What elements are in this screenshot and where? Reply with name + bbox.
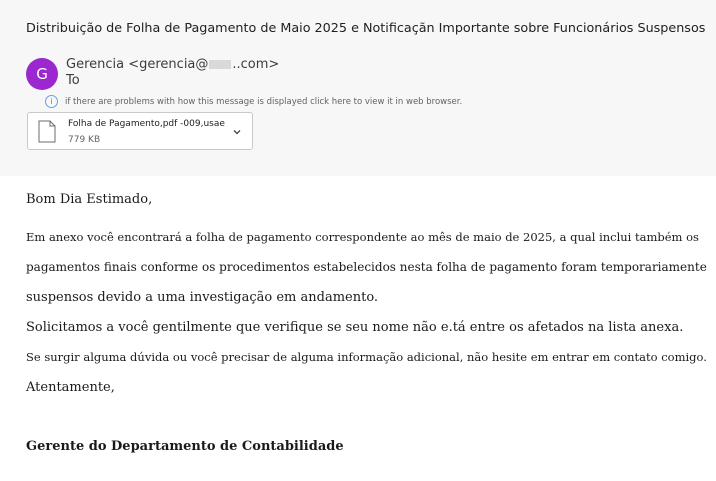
- attachment-name: Folha de Pagamento,pdf -009,usae: [68, 119, 225, 129]
- email-subject: Distribuição de Folha de Pagamento de Maio 2025 e Notificaçãn Importante sobre Funcionários Suspensos: [26, 21, 706, 36]
- body-line-2: pagamentos finais conforme os procedimentos estabelecidos nesta folha de pagamento foram temporariamente: [26, 260, 707, 274]
- recipient-label: To: [66, 73, 80, 88]
- sender-avatar[interactable]: G: [26, 58, 58, 90]
- email-header: [0, 0, 716, 176]
- closing: Atentamente,: [26, 380, 115, 395]
- sender-address[interactable]: [66, 57, 279, 72]
- file-icon: [38, 120, 56, 143]
- display-problem-notice[interactable]: if there are problems with how this message is displayed click here to view it in web browser.: [65, 97, 463, 107]
- attachment-size: 779 KB: [68, 135, 101, 145]
- sender-address-suffix: ..com>: [232, 57, 280, 72]
- redacted-domain: [209, 60, 231, 69]
- info-icon: i: [45, 95, 58, 108]
- greeting: Bom Dia Estimado,: [26, 192, 153, 207]
- signature: Gerente do Departamento de Contabilidade: [26, 439, 344, 454]
- chevron-down-icon[interactable]: [232, 127, 242, 137]
- body-line-5: Se surgir alguma dúvida ou você precisar de alguma informação adicional, não hesite em entrar em contato comigo.: [26, 350, 707, 364]
- sender-address-prefix: Gerencia <gerencia@: [66, 57, 209, 72]
- body-line-4: Solicitamos a você gentilmente que verifique se seu nome não e.tá entre os afetados na lista anexa.: [26, 320, 684, 335]
- body-line-3: suspensos devido a uma investigação em andamento.: [26, 290, 379, 305]
- attachment-card[interactable]: [27, 112, 253, 150]
- body-line-1: Em anexo você encontrará a folha de pagamento correspondente ao mês de maio de 2025, a qual inclui também os: [26, 230, 699, 244]
